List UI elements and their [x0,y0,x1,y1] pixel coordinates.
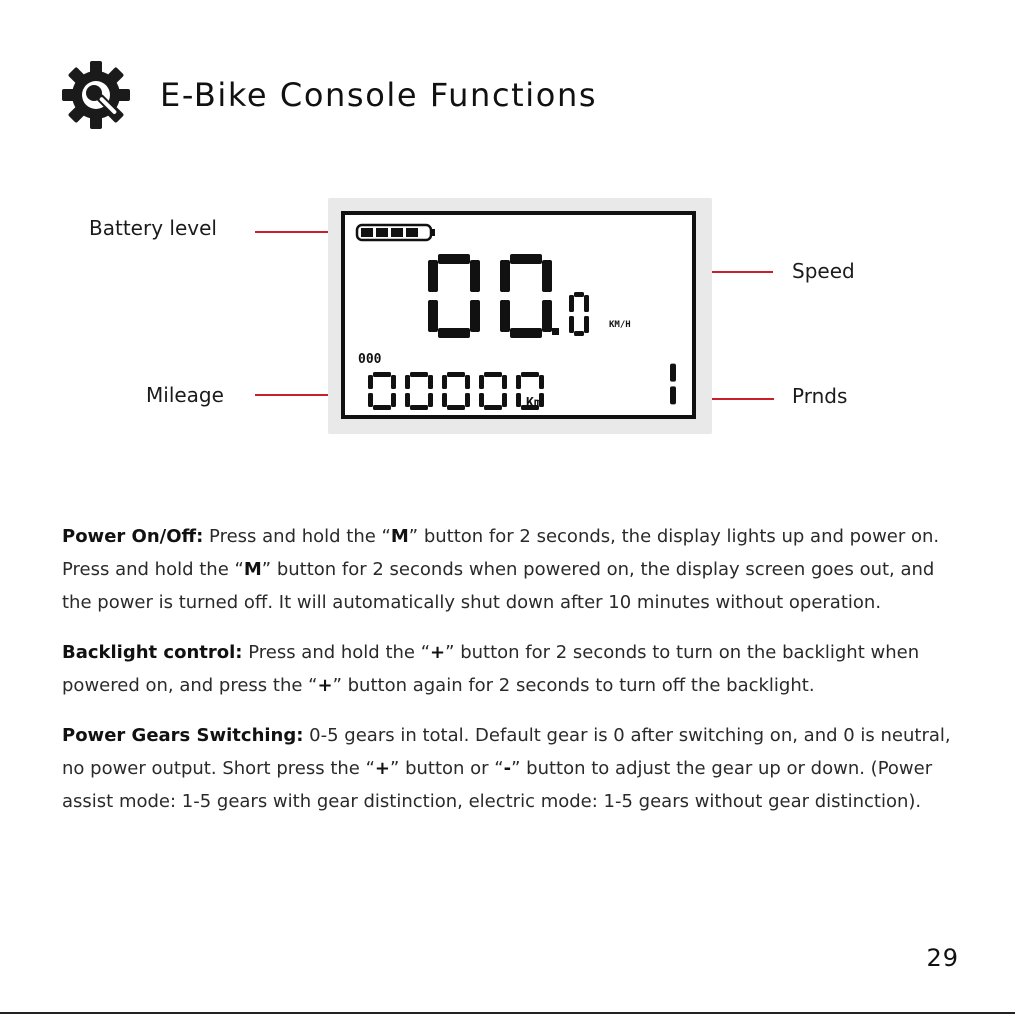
segment-b [670,364,676,382]
segment-d [373,405,391,410]
segment-e [479,393,484,407]
lcd-digit [368,372,396,410]
lcd-digit [405,372,433,410]
battery-bar [391,228,403,237]
segment-f [569,295,574,312]
segment-e [405,393,410,407]
segment-c [391,393,396,407]
paragraph-backlight [62,636,962,702]
page-number: 29 [926,944,959,972]
mileage-digits [368,372,544,410]
lcd-digit [500,254,552,338]
segment-e [569,316,574,333]
text-run: ” button or “ [390,758,504,779]
segment-e [516,393,521,407]
segment-e [442,393,447,407]
bold-run: M [243,559,262,580]
battery-icon [357,225,435,240]
segment-d [410,405,428,410]
lcd-digit [442,372,470,410]
segment-c [502,393,507,407]
segment-f [500,260,510,292]
segment-d [510,328,542,338]
speed-decimal-point [552,328,559,335]
prnds-label: Prnds [792,384,848,408]
bold-run: Backlight control: [62,642,243,663]
segment-b [539,375,544,389]
segment-f [516,375,521,389]
segment-f [442,375,447,389]
segment-b [470,260,480,292]
segment-f [428,260,438,292]
odometer-small: 000 [358,352,382,367]
segment-c [428,393,433,407]
mileage-label: Mileage [146,383,224,407]
segment-f [405,375,410,389]
lcd-digit [670,364,676,405]
segment-e [500,300,510,332]
bold-run: - [503,758,512,779]
segment-d [574,331,584,336]
segment-c [670,386,676,404]
lcd-digit [569,292,589,336]
text-run: ” button again for 2 seconds to turn off the backlight. [332,675,815,696]
segment-a [447,372,465,377]
paragraph-gears [62,719,962,818]
segment-b [465,375,470,389]
segment-c [470,300,480,332]
bold-run: + [374,758,391,779]
bold-run: Power Gears Switching: [62,725,304,746]
segment-f [479,375,484,389]
text-run: ” button for 2 seconds to turn on the backlight when powered on, and press the “ [62,642,920,696]
battery-bars [361,228,418,237]
lcd-digit [428,254,480,338]
bold-run: M [390,526,409,547]
bold-run: Power On/Off: [62,526,204,547]
display-diagram [0,0,1015,470]
segment-a [373,372,391,377]
segment-b [584,295,589,312]
text-run: Press and hold the “ [203,526,391,547]
mileage-unit: Km [526,396,542,411]
speed-decimal-digit [569,292,589,336]
lcd-digit [479,372,507,410]
battery-bar [406,228,418,237]
paragraph-power [62,520,962,619]
segment-a [438,254,470,264]
segment-a [510,254,542,264]
segment-c [465,393,470,407]
segment-b [542,260,552,292]
bottom-rule [0,1012,1015,1014]
bold-run: + [317,675,333,696]
segment-a [484,372,502,377]
segment-e [428,300,438,332]
segment-d [484,405,502,410]
lcd-display [328,198,712,434]
segment-b [502,375,507,389]
segment-a [410,372,428,377]
text-run: ” button for 2 seconds when powered on, the display screen goes out, and the power is turned off. It will automatically shut down after 10 minutes without operation. [62,559,935,613]
segment-e [368,393,373,407]
battery-bar [376,228,388,237]
segment-f [368,375,373,389]
lcd-segments [328,198,712,434]
segment-d [447,405,465,410]
text-run: Press and hold the “ [242,642,431,663]
gear-indicator [670,364,676,405]
segment-a [574,292,584,297]
segment-a [521,372,539,377]
speed-unit: KM/H [609,320,631,330]
instructions [62,520,962,835]
segment-b [391,375,396,389]
segment-b [428,375,433,389]
text-run: ” button to adjust the gear up or down. (Power assist mode: 1-5 gears with gear distinction, electric mode: 1-5 gears without gear distinction). [62,758,933,812]
text-run: 0-5 gears in total. Default gear is 0 after switching on, and 0 is neutral, no power output. Short press the “ [62,725,951,779]
page-title: E-Bike Console Functions [160,76,598,114]
bold-run: + [430,642,446,663]
speed-digits [428,254,552,338]
speed-label: Speed [792,259,855,283]
segment-c [542,300,552,332]
segment-d [438,328,470,338]
battery-bar [361,228,373,237]
battery-level-label: Battery level [89,216,217,240]
segment-c [584,316,589,333]
text-run: ” button for 2 seconds, the display lights up and power on. Press and hold the “ [62,526,940,580]
